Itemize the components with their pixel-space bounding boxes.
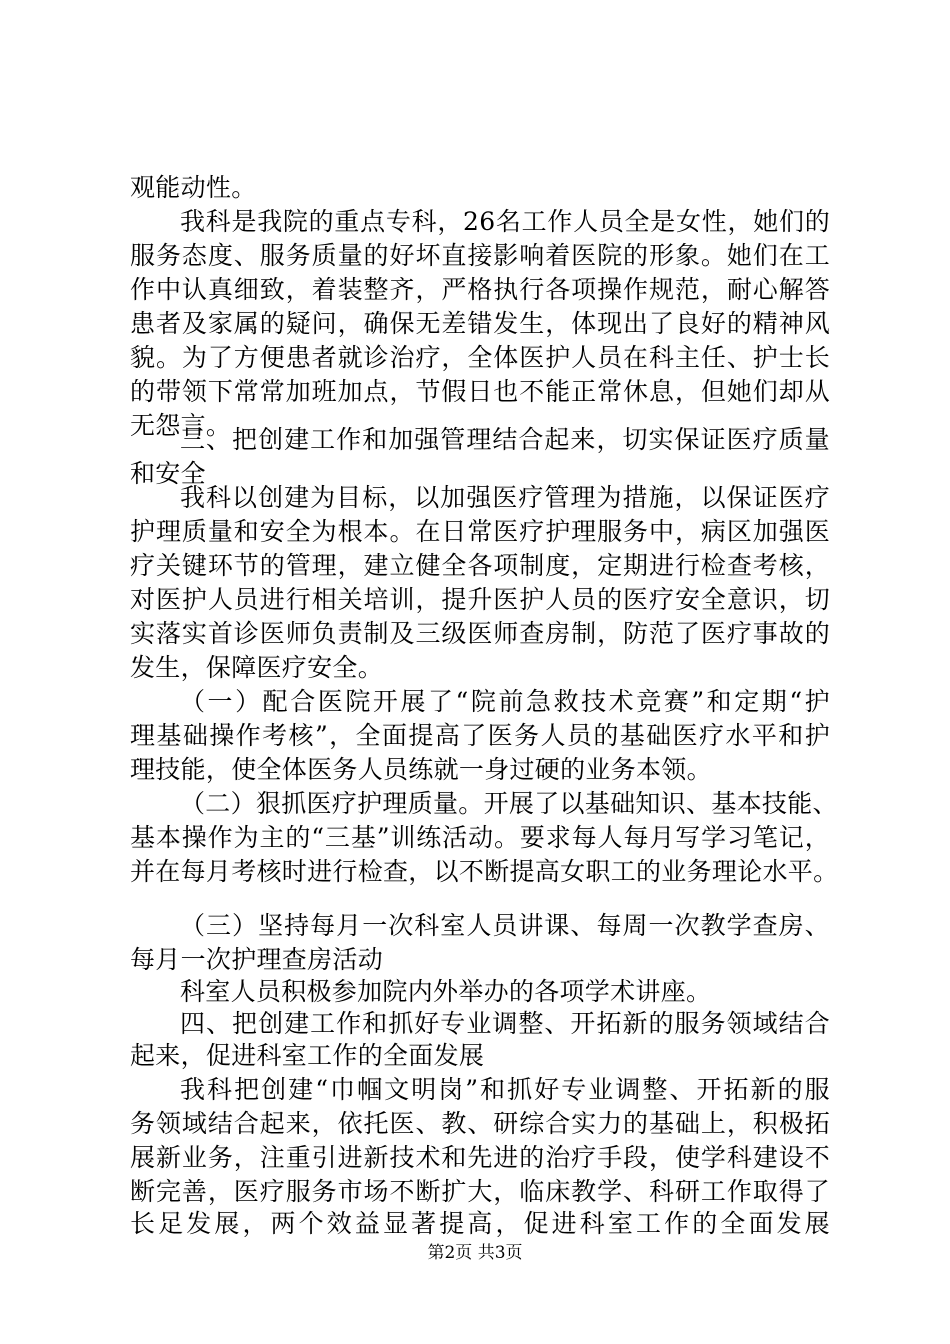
text-line: 理基础操作考核”，全面提高了医务人员的基础医疗水平和护 [130, 721, 830, 750]
text-line: 并在每月考核时进行检查，以不断提高女职工的业务理论水平。 [130, 857, 839, 886]
text-line: 实落实首诊医师负责制及三级医师查房制，防范了医疗事故的 [130, 619, 830, 648]
text-line: 每月一次护理查房活动 [130, 945, 384, 974]
text-line: （二）狠抓医疗护理质量。开展了以基础知识、基本技能、 [180, 789, 838, 818]
text-line: 护理质量和安全为根本。在日常医疗护理服务中，病区加强医 [130, 517, 830, 546]
text-line: （一）配合医院开展了“院前急救技术竞赛”和定期“护 [180, 687, 830, 716]
text-line: 观能动性。 [130, 173, 257, 202]
text-line: 对医护人员进行相关培训，提升医护人员的医疗安全意识，切 [130, 585, 830, 614]
text-line: 无怨言。 [130, 411, 232, 440]
section-heading: 和安全 [130, 459, 206, 488]
text-line: 的带领下常常加班加点，节假日也不能正常休息，但她们却从 [130, 377, 830, 406]
section-heading: 四、把创建工作和抓好专业调整、开拓新的服务领域结合 [180, 1009, 830, 1038]
page-footer: 第2页 共3页 [427, 1243, 523, 1263]
text-line: 作中认真细致，着装整齐，严格执行各项操作规范，耐心解答 [130, 275, 830, 304]
text-line: 貌。为了方便患者就诊治疗，全体医护人员在科主任、护士长 [130, 343, 830, 372]
text-line: 疗关键环节的管理，建立健全各项制度，定期进行检查考核， [130, 551, 830, 580]
text-line: 服务态度、服务质量的好坏直接影响着医院的形象。她们在工 [130, 241, 830, 270]
text-line: 理技能，使全体医务人员练就一身过硬的业务本领。 [130, 755, 712, 784]
section-heading: 三、把创建工作和加强管理结合起来，切实保证医疗质量 [180, 425, 830, 454]
text-line: 我科把创建“巾帼文明岗”和抓好专业调整、开拓新的服 [180, 1075, 830, 1104]
text-line: 基本操作为主的“三基”训练活动。要求每人每月写学习笔记， [130, 823, 830, 852]
text-line: 务领域结合起来，依托医、教、研综合实力的基础上，积极拓 [130, 1109, 830, 1138]
text-line: 展新业务，注重引进新技术和先进的治疗手段，使学科建设不 [130, 1143, 830, 1172]
text-line: 科室人员积极参加院内外举办的各项学术讲座。 [180, 977, 712, 1006]
text-line: 我科是我院的重点专科，26名工作人员全是女性，她们的 [180, 207, 830, 236]
text-line: 断完善，医疗服务市场不断扩大，临床教学、科研工作取得了 [130, 1177, 830, 1206]
text-line: 我科以创建为目标，以加强医疗管理为措施，以保证医疗 [180, 483, 830, 512]
text-line: 患者及家属的疑问，确保无差错发生，体现出了良好的精神风 [130, 309, 830, 338]
text-line: （三）坚持每月一次科室人员讲课、每周一次教学查房、 [180, 911, 830, 940]
text-line: 发生，保障医疗安全。 [130, 653, 384, 682]
text-line: 长足发展，两个效益显著提高，促进科室工作的全面发展 [130, 1209, 830, 1238]
section-heading: 起来，促进科室工作的全面发展 [130, 1041, 485, 1070]
